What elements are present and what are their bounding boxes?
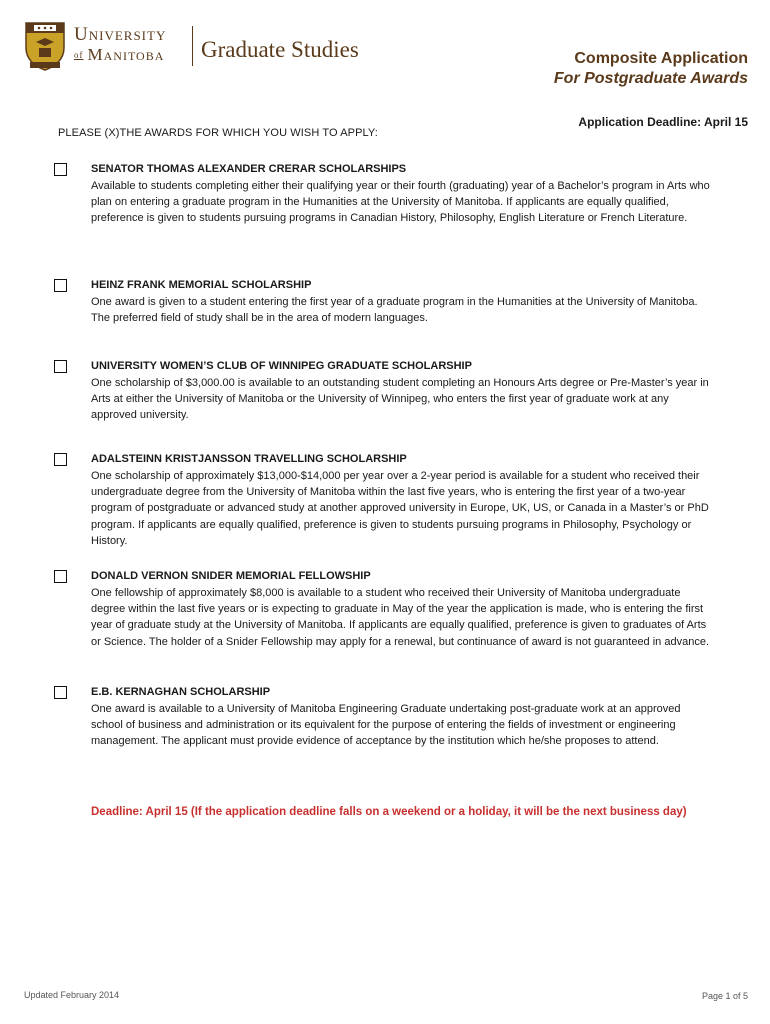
award-title: UNIVERSITY WOMEN’S CLUB OF WINNIPEG GRADUATE SCHOLARSHIP xyxy=(91,360,472,372)
title-line-2: For Postgraduate Awards xyxy=(553,70,748,87)
award-body xyxy=(91,162,711,227)
award-body xyxy=(91,685,711,750)
award-description: Available to students completing either their qualifying year or their fourth (graduating) year of a Bachelor’s program in Arts who plan on entering a graduate program in the Humanities at the University of Manitoba. If applicants are equally qualified, preference is given to students pursuing programs in Canadian History, Philosophy, English Literature or French Literature. xyxy=(91,180,710,225)
award-description: One fellowship of approximately $8,000 is available to a student who received their University of Manitoba undergraduate degree within the last five years or is expecting to graduate in May of the year the application is made, who is entering the first year of graduate study at the University of Manitoba. If applicants are equally qualified, preference is given to graduates of Arts or Science. The holder of a Snider Fellowship may apply for a renewal, but continuance of award is not guaranteed in advance. xyxy=(91,587,709,648)
application-deadline: Application Deadline: April 15 xyxy=(578,115,748,129)
award-description: One scholarship of $3,000.00 is available to an outstanding student completing an Honours Arts degree or Pre-Master’s year in Arts at either the University of Manitoba or the University of Winnipeg, who enters the first year of graduate work at any approved university. xyxy=(91,377,709,422)
award-title: E.B. KERNAGHAN SCHOLARSHIP xyxy=(91,686,271,698)
award-body xyxy=(91,359,711,424)
award-description: One award is available to a University of Manitoba Engineering Graduate undertaking post-graduate work at an approved school of business and administration or its equivalent for the purpose of entering the fields of investment or engineering management. The applicant must provide evidence of acceptance by the institution which he/she proposes to attend. xyxy=(91,703,681,748)
award-description: One award is given to a student entering the first year of a graduate program in the Humanities at the University of Manitoba. The preferred field of study shall be in the area of modern languages. xyxy=(91,296,698,325)
award-checkbox[interactable] xyxy=(54,570,67,583)
page-header xyxy=(22,20,748,90)
award-title: ADALSTEINN KRISTJANSSON TRAVELLING SCHOLARSHIP xyxy=(91,453,407,465)
award-body xyxy=(91,569,711,650)
deadline-notice: Deadline: April 15 (If the application deadline falls on a weekend or a holiday, it will be the next business day) xyxy=(91,806,687,818)
award-checkbox[interactable] xyxy=(54,163,67,176)
footer-page-number: Page 1 of 5 xyxy=(701,991,748,1001)
award-checkbox[interactable] xyxy=(54,279,67,292)
document-title xyxy=(554,49,748,89)
award-title: SENATOR THOMAS ALEXANDER CRERAR SCHOLARSHIPS xyxy=(91,163,407,175)
header-divider xyxy=(192,26,193,66)
wordmark-manitoba-text: Manitoba xyxy=(87,45,165,64)
footer-updated: Updated February 2014 xyxy=(24,990,120,1000)
title-line-1: Composite Application xyxy=(574,50,748,67)
wordmark-of: of xyxy=(74,50,84,60)
award-body xyxy=(91,278,711,326)
wordmark-manitoba xyxy=(74,46,166,65)
award-body xyxy=(91,452,711,549)
instruction-text: PLEASE (X)THE AWARDS FOR WHICH YOU WISH TO APPLY: xyxy=(58,127,378,139)
wordmark-university: University xyxy=(74,24,167,45)
award-checkbox[interactable] xyxy=(54,453,67,466)
award-checkbox[interactable] xyxy=(54,360,67,373)
university-wordmark xyxy=(74,24,166,65)
award-description: One scholarship of approximately $13,000-$14,000 per year over a 2-year period is available for a student who received their undergraduate degree from the University of Manitoba within the last five years, who is entering the first year of a two-year program of postgraduate or advanced study at another approved university in Europe, UK, US, or Canada in a Master’s or PhD program. If applicants are equally qualified, preference is given to students pursuing programs in Philosophy, Psychology or History. xyxy=(91,470,709,547)
award-title: HEINZ FRANK MEMORIAL SCHOLARSHIP xyxy=(91,279,312,291)
award-checkbox[interactable] xyxy=(54,686,67,699)
university-crest-icon xyxy=(22,20,68,72)
award-title: DONALD VERNON SNIDER MEMORIAL FELLOWSHIP xyxy=(91,570,371,582)
department-name: Graduate Studies xyxy=(201,37,359,62)
